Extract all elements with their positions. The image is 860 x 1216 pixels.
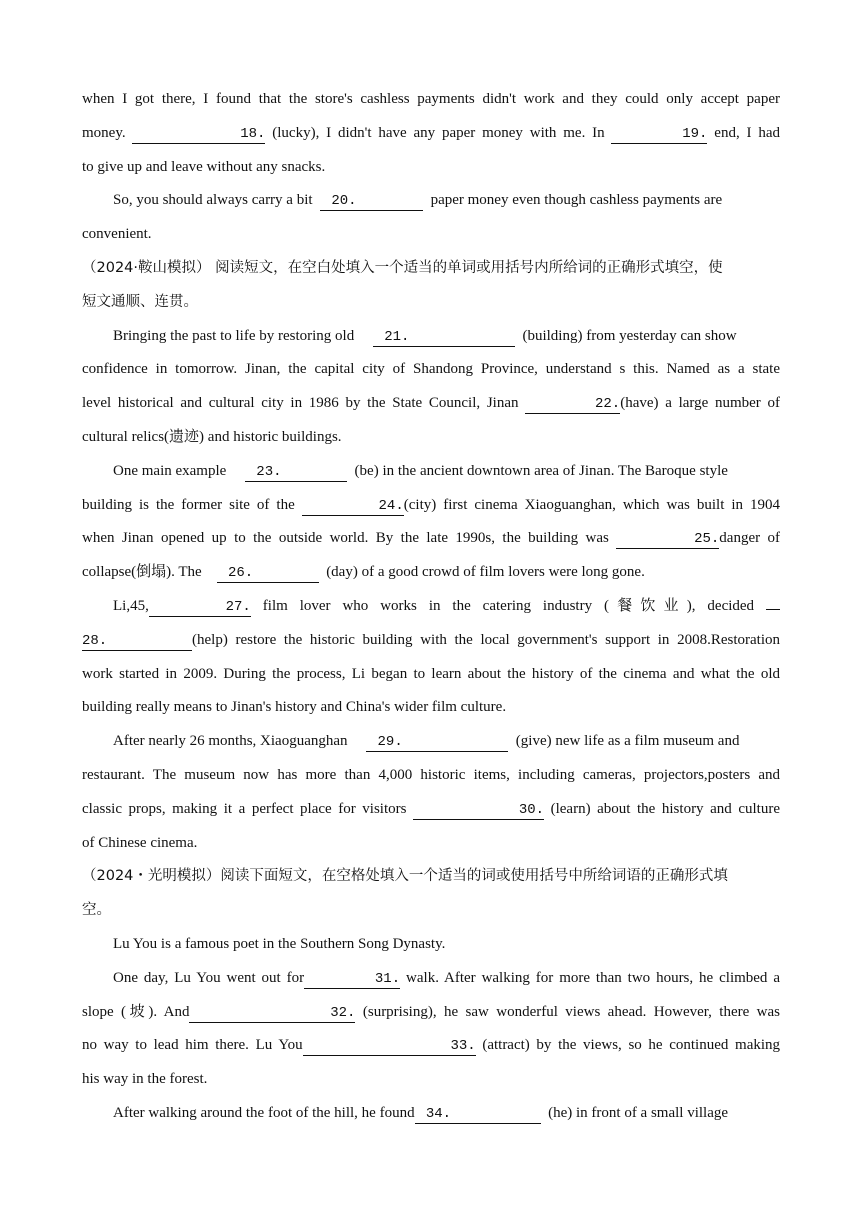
answer-blank-18[interactable]: 18. — [132, 124, 265, 144]
text-line: collapse(倒塌). The 26. (day) of a good crowd of film lovers were long gone. — [82, 564, 645, 582]
answer-blank-27[interactable]: 27. — [149, 597, 251, 617]
answer-blank-25[interactable]: 25. — [616, 529, 719, 549]
text-line: level historical and cultural city in 1986 by the State Council, Jinan 22.(have) a large number of — [82, 395, 780, 413]
source-heading: 短文通顺、连贯。 — [82, 293, 198, 310]
answer-blank-20[interactable]: 20. — [320, 191, 423, 211]
source-heading: （2024・光明模拟）阅读下面短文，在空格处填入一个适当的词或使用括号中所给词语的正确形式填 — [82, 868, 728, 885]
text-line: Lu You is a famous poet in the Southern Song Dynasty. — [113, 935, 446, 952]
text-line: One day, Lu You went out for 31. walk. After walking for more than two hours, he climbed a — [113, 969, 780, 987]
answer-blank-33[interactable]: 33. — [303, 1036, 476, 1056]
answer-blank-28-start[interactable] — [766, 590, 780, 610]
text-line: work started in 2009. During the process, Li began to learn about the history of the cinema and what the old — [82, 665, 780, 682]
text-line: to give up and leave without any snacks. — [82, 158, 326, 175]
text-line: no way to lead him there. Lu You 33. (attract) by the views, so he continued making — [82, 1037, 781, 1055]
answer-blank-34[interactable]: 34. — [415, 1104, 541, 1124]
text-line: restaurant. The museum now has more than 4,000 historic items, including cameras, projectors,posters and — [82, 766, 780, 783]
text-line: After walking around the foot of the hill, he found 34. (he) in front of a small village — [113, 1104, 729, 1122]
text-line: of Chinese cinema. — [82, 834, 198, 851]
text-line: building really means to Jinan's history and China's wider film culture. — [82, 699, 507, 716]
answer-blank-30[interactable]: 30. — [413, 800, 544, 820]
text-line: After nearly 26 months, Xiaoguanghan 29. (give) new life as a film museum and — [113, 733, 740, 751]
source-heading: 空。 — [82, 902, 111, 919]
text-line: slope (坡). And 32. (surprising), he saw wonderful views ahead. However, there was — [82, 1003, 780, 1021]
text-line: classic props, making it a perfect place for visitors 30. (learn) about the history and culture — [82, 800, 780, 818]
answer-blank-26[interactable]: 26. — [217, 563, 319, 583]
answer-blank-32[interactable]: 32. — [189, 1003, 355, 1023]
text-line: One main example 23. (be) in the ancient downtown area of Jinan. The Baroque style — [113, 462, 728, 480]
document-page — [82, 83, 780, 1131]
text-line: 28. (help) restore the historic building with the local government's support in 2008.Restoration — [82, 631, 780, 649]
answer-blank-28[interactable]: 28. — [82, 631, 192, 651]
text-line: money. 18. (lucky), I didn't have any paper money with me. In 19. end, I had — [82, 124, 781, 142]
answer-blank-21[interactable]: 21. — [373, 327, 515, 347]
answer-blank-23[interactable]: 23. — [245, 462, 347, 482]
text-line: convenient. — [82, 226, 152, 243]
answer-blank-29[interactable]: 29. — [366, 732, 508, 752]
text-line: confidence in tomorrow. Jinan, the capital city of Shandong Province, understand s this. Named as a state — [82, 361, 780, 378]
answer-blank-31[interactable]: 31. — [304, 969, 400, 989]
text-line: cultural relics(遗迹) and historic buildings. — [82, 428, 342, 445]
text-line: when I got there, I found that the store's cashless payments didn't work and they could only accept paper — [82, 91, 780, 107]
answer-blank-22[interactable]: 22. — [525, 394, 620, 414]
text-line: So, you should always carry a bit 20. paper money even though cashless payments are — [113, 192, 723, 210]
text-line: his way in the forest. — [82, 1071, 208, 1088]
source-heading: （2024·鞍山模拟） 阅读短文，在空白处填入一个适当的单词或用括号内所给词的正确形式填空，使 — [82, 259, 723, 276]
text-line: Bringing the past to life by restoring old 21. (building) from yesterday can show — [113, 327, 737, 345]
answer-blank-24[interactable]: 24. — [302, 496, 404, 516]
text-line: building is the former site of the 24.(city) first cinema Xiaoguanghan, which was built in 1904 — [82, 496, 781, 514]
answer-blank-19[interactable]: 19. — [611, 124, 707, 144]
text-line: Li,45, 27. film lover who works in the catering industry (餐饮业), decided — [82, 590, 780, 624]
text-line: when Jinan opened up to the outside world. By the late 1990s, the building was 25.danger of — [82, 530, 781, 548]
